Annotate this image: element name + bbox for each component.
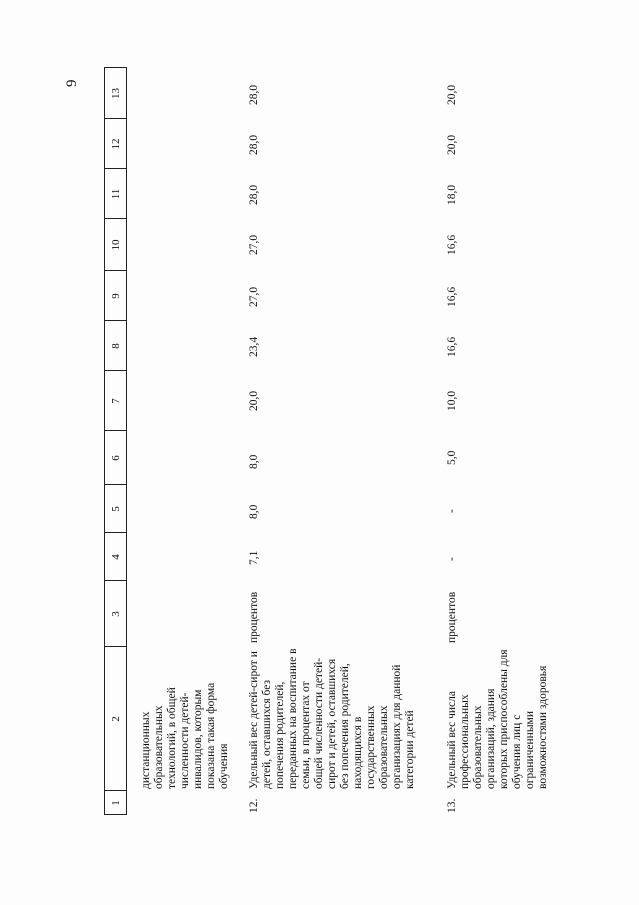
- desc-line: государственных: [365, 705, 377, 789]
- row-13-col-4: -: [446, 557, 458, 561]
- row-12-unit: процентов: [248, 591, 260, 643]
- header-col-13: 13: [110, 88, 122, 99]
- row-12-col-7: 20,0: [248, 390, 260, 411]
- desc-line: которых приспособлены для: [498, 649, 510, 789]
- row-13-col-9: 16,6: [446, 286, 458, 307]
- header-col-4: 4: [110, 554, 122, 560]
- row-13-col-8: 16,6: [446, 336, 458, 357]
- row-13-col-12: 20,0: [446, 134, 458, 155]
- header-col-10: 10: [110, 239, 122, 251]
- row-12-col-11: 28,0: [248, 184, 260, 205]
- desc-line: показана такая форма: [205, 682, 217, 789]
- header-bottom-border: [126, 67, 127, 815]
- header-col-12: 12: [110, 138, 122, 150]
- row-13-col-7: 10,0: [446, 390, 458, 411]
- row-13-number: 13.: [446, 798, 458, 813]
- desc-line: семьи, в процентах от: [300, 681, 312, 789]
- desc-line: сирот и детей, оставшихся: [326, 658, 338, 789]
- desc-line: образовательных: [378, 705, 390, 789]
- desc-line: без попечения родителей,: [339, 663, 351, 789]
- desc-line: находящихся в: [352, 716, 364, 789]
- header-col-7: 7: [110, 398, 122, 404]
- desc-line: численности детей-: [179, 692, 191, 789]
- row-13-unit: процентов: [446, 591, 458, 643]
- header-col-5: 5: [110, 506, 122, 512]
- row-12-col-6: 8,0: [248, 454, 260, 469]
- row-12-col-8: 23,4: [248, 336, 260, 357]
- header-col-1: 1: [110, 800, 122, 806]
- row-12-col-12: 28,0: [248, 134, 260, 155]
- desc-line: обучения: [218, 743, 230, 789]
- row-13-description: [446, 647, 550, 789]
- row-12-col-5: 8,0: [248, 504, 260, 519]
- header-col-11: 11: [110, 188, 122, 200]
- desc-line: профессиональных: [459, 694, 471, 789]
- row-12-col-9: 27,0: [248, 286, 260, 307]
- row-continuation-description: [140, 647, 231, 789]
- header-col-6: 6: [110, 455, 122, 461]
- desc-line: обучения лиц с: [511, 714, 523, 789]
- row-12-col-10: 27,0: [248, 234, 260, 255]
- row-12-number: 12.: [248, 798, 260, 813]
- row-13-col-6: 5,0: [446, 450, 458, 465]
- row-13-col-13: 20,0: [446, 84, 458, 105]
- row-12-col-4: 7,1: [248, 550, 260, 565]
- desc-line: технологий, в общей: [166, 687, 178, 789]
- desc-line: возможностями здоровья: [537, 665, 549, 789]
- desc-line: образовательных: [472, 705, 484, 789]
- header-col-9: 9: [110, 293, 122, 299]
- desc-line: дистанционных: [140, 711, 152, 789]
- desc-line: переданных на воспитание в: [287, 648, 299, 789]
- table-top-border: [104, 67, 105, 815]
- header-col-2: 2: [110, 716, 122, 722]
- row-13-col-10: 16,6: [446, 234, 458, 255]
- header-col-3: 3: [110, 611, 122, 617]
- desc-line: Удельный вес детей-сирот и: [248, 651, 260, 789]
- desc-line: образовательных: [153, 705, 165, 789]
- row-12-description: [248, 647, 417, 789]
- desc-line: организаций, здания: [485, 688, 497, 789]
- desc-line: общей численности детей-: [313, 657, 325, 789]
- header-col-8: 8: [110, 343, 122, 349]
- page-number: 9: [64, 79, 80, 87]
- desc-line: организациях для данной: [391, 664, 403, 789]
- desc-line: Удельный вес числа: [446, 691, 458, 789]
- desc-line: детей, оставшихся без: [261, 679, 273, 789]
- row-12-col-13: 28,0: [248, 84, 260, 105]
- row-13-col-5: -: [446, 509, 458, 513]
- row-13-col-11: 18,0: [446, 184, 458, 205]
- desc-line: инвалидов, которым: [192, 689, 204, 789]
- desc-line: попечения родителей,: [274, 681, 286, 789]
- desc-line: категории детей: [404, 710, 416, 789]
- desc-line: ограниченными: [524, 711, 536, 789]
